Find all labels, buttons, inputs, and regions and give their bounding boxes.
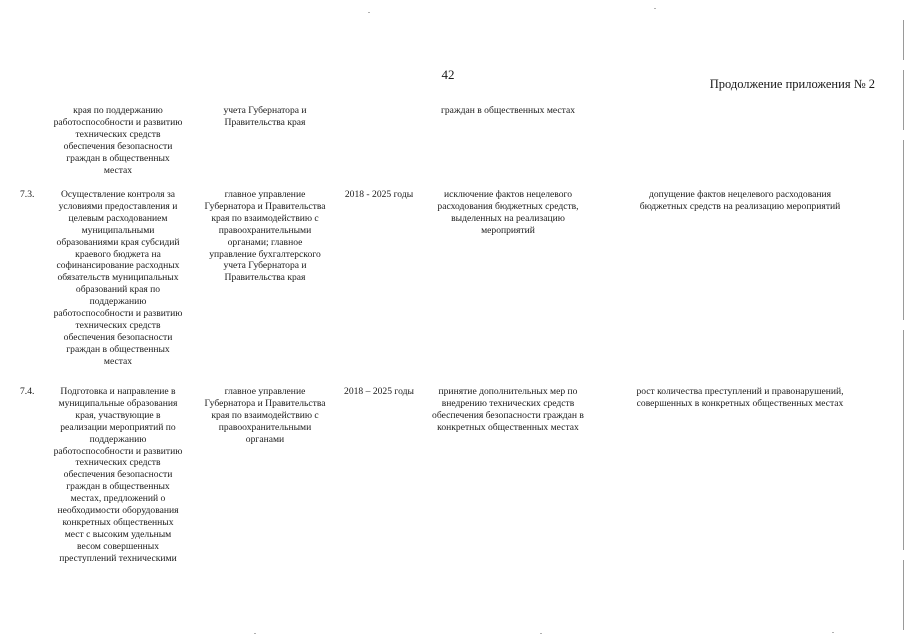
scan-speck — [254, 633, 256, 634]
scan-edge-line — [903, 140, 904, 320]
period-cell: 2018 – 2025 годы — [344, 386, 414, 397]
continuation-action-cell: края по поддержанию работоспособности и развитию технических средств обеспечения безопасности граждан в общественных местах — [53, 105, 183, 176]
scan-edge-line — [903, 20, 904, 60]
row-number: 7.3. — [20, 189, 35, 200]
continuation-executor-cell: учета Губернатора и Правительства края — [223, 105, 307, 128]
action-cell: Осуществление контроля за условиями предоставления и целевым расходованием муниципальными образованиями края субсидий краевого бюджета на софинансирование расходных обязательств муниципальных образований края по поддержанию работоспособности и развитию технических средств обеспечения безопасности граждан в общественных местах — [53, 189, 183, 367]
continuation-result-cell: граждан в общественных местах — [440, 105, 576, 116]
appendix-label: Продолжение приложения № 2 — [709, 77, 875, 91]
scan-speck — [368, 12, 370, 13]
scan-edge-line — [903, 330, 904, 550]
result-cell: принятие дополнительных мер по внедрению технических средств обеспечения безопасности граждан в конкретных общественных местах — [432, 386, 584, 433]
period-cell: 2018 - 2025 годы — [344, 189, 414, 200]
scan-speck — [654, 8, 656, 9]
risk-cell: допущение фактов нецелевого расходования бюджетных средств на реализацию мероприятий — [639, 189, 841, 212]
row-number: 7.4. — [20, 386, 35, 397]
scan-speck — [832, 632, 834, 633]
scan-edge-line — [903, 70, 904, 130]
action-cell: Подготовка и направление в муниципальные образования края, участвующие в реализации мероприятий по поддержанию работоспособности и развитию технических средств обеспечения безопасности граждан в общественных местах, предложений о необходимости оборудования конкретных общественных мест с высоким удельным весом совершенных преступлений техническими — [53, 386, 183, 564]
executor-cell: главное управление Губернатора и Правительства края по взаимодействию с правоохранительными органами; главное управление бухгалтерского учета Губернатора и Правительства края — [204, 189, 326, 284]
result-cell: исключение фактов нецелевого расходования бюджетных средств, выделенных на реализацию мероприятий — [437, 189, 579, 236]
risk-cell: рост количества преступлений и правонарушений, совершенных в конкретных общественных местах — [636, 386, 844, 409]
scan-speck — [540, 633, 542, 634]
executor-cell: главное управление Губернатора и Правительства края по взаимодействию с правоохранительными органами — [204, 386, 326, 445]
page-number: 42 — [441, 67, 455, 82]
scan-edge-line — [903, 560, 904, 630]
